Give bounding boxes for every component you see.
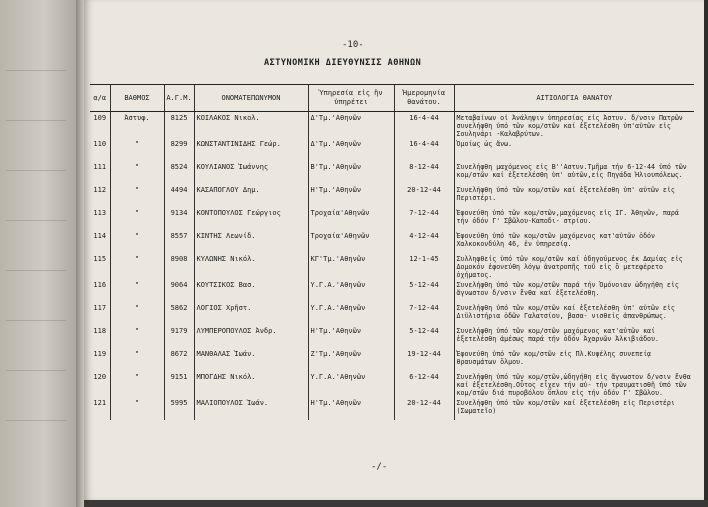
cell-num: 110 bbox=[93, 140, 107, 148]
cell-service: Η'Τμ.'Αθηνῶν bbox=[308, 397, 394, 420]
table-row bbox=[90, 253, 694, 279]
cell-name: ΚΙΝΤΗΣ Λεωνίδ. bbox=[194, 230, 308, 253]
cell-num: 114 bbox=[93, 232, 107, 240]
header-name: ΟΝΟΜΑΤΕΠΩΝΥΜΟΝ bbox=[194, 85, 308, 112]
cell-cause: Συνελήφθη ὑπό τῶν κομ/στῶν καί ἐξετελέσθη ὑπ' αὐτῶν εἰς Διϋλιστήρια ὁδῶν Γαλατσίου, βασα- νισθείς ἀπανθρώπως. bbox=[454, 302, 694, 325]
cell-service: Β'Τμ.'Αθηνῶν bbox=[308, 161, 394, 184]
cell-service: Τροχαία'Αθηνῶν bbox=[308, 230, 394, 253]
cell-num: 119 bbox=[93, 350, 107, 358]
cell-am: 8908 bbox=[164, 253, 194, 279]
table-row bbox=[90, 138, 694, 161]
cell-date: 16-4-44 bbox=[394, 112, 454, 139]
cell-date: 5-12-44 bbox=[394, 279, 454, 302]
cell-name: ΚΥΛΩΝΗΣ Νικόλ. bbox=[194, 253, 308, 279]
cell-service: Υ.Γ.Α.'Αθηνῶν bbox=[308, 302, 394, 325]
cell-cause: Μεταβαίνων οἱ Ἀνάληψιν ὑπηρεσίας εἰς Ἀστυν. δ/νσιν Πατρῶν συνελήφθη ὑπό τῶν κομ/στῶν καί ἐξετελέσθη ὑπ'αὐτῶν εἰς Σουληνάρι -Καλαβρύτων. bbox=[454, 112, 694, 139]
cell-cause: Συλληφθείς ὑπό τῶν κομ/στῶν καί ὁδηγούμενος ἐκ Δαμίας εἰς Δομοκόν ἐφονεύθη λόγῳ ἀνατροπῆς τοῦ εἰς ὃ μετεφέρετο ὀχήματος. bbox=[454, 253, 694, 279]
cell-name: ΚΟΥΤΣΙΚΟΣ Βασ. bbox=[194, 279, 308, 302]
cell-cause: Συνελήφθη ὑπό τῶν κομ/στῶν καί ἐξετελέσθη ὑπ' αὐτῶν εἰς Περιστέρι. bbox=[454, 184, 694, 207]
header-num: α/α bbox=[90, 85, 110, 112]
facing-page bbox=[0, 0, 80, 507]
cell-service: Υ.Γ.Α.'Αθηνῶν bbox=[308, 279, 394, 302]
cell-rank: " bbox=[110, 348, 164, 371]
table-row bbox=[90, 302, 694, 325]
table-row bbox=[90, 207, 694, 230]
cell-cause: Συνελήφθη μαχόμενος εἰς Β''Αστυν.Τμῆμα τήν 6-12-44 ὑπό τῶν κομ/στῶν καί ἐξετελέσθη ὑπ' αὐτῶν,εἰς Πηγάδα Ἡλιουπόλεως. bbox=[454, 161, 694, 184]
header-cause: ΑΙΤΙΟΛΟΓΙΑ ΘΑΝΑΤΟΥ bbox=[454, 85, 694, 112]
page-number: -10- bbox=[342, 40, 364, 50]
cell-rank: " bbox=[110, 397, 164, 420]
cell-name: ΛΟΓΙΟΣ Χρῆστ. bbox=[194, 302, 308, 325]
cell-cause: Συνελήφθη ὑπό τῶν κομ/στῶν καί ἐξετελέσθη εἰς Περιστέρι (Σωματεῖο) bbox=[454, 397, 694, 420]
cell-name: ΜΑΝΘΑΛΑΣ Ἰωάν. bbox=[194, 348, 308, 371]
cell-rank: " bbox=[110, 302, 164, 325]
cell-num: 109 bbox=[93, 114, 107, 122]
cell-cause: Ὁμοίως ὡς ἄνω. bbox=[454, 138, 694, 161]
cell-am: 9151 bbox=[164, 371, 194, 397]
cell-num: 118 bbox=[93, 327, 107, 335]
cell-date: 7-12-44 bbox=[394, 302, 454, 325]
table-row bbox=[90, 397, 694, 420]
cell-num: 120 bbox=[93, 373, 107, 381]
cell-rank: " bbox=[110, 184, 164, 207]
cell-date: 16-4-44 bbox=[394, 138, 454, 161]
cell-rank: " bbox=[110, 207, 164, 230]
cell-date: 5-12-44 bbox=[394, 325, 454, 348]
document-page bbox=[84, 0, 704, 500]
cell-rank: " bbox=[110, 279, 164, 302]
cell-am: 5995 bbox=[164, 397, 194, 420]
cell-am: 5862 bbox=[164, 302, 194, 325]
cell-date: 4-12-44 bbox=[394, 230, 454, 253]
cell-date: 7-12-44 bbox=[394, 207, 454, 230]
cell-am: 8557 bbox=[164, 230, 194, 253]
header-date: Ἡμερομηνία θανάτου. bbox=[394, 85, 454, 112]
cell-num: 116 bbox=[93, 281, 107, 289]
casualty-table bbox=[90, 84, 694, 420]
cell-rank: " bbox=[110, 325, 164, 348]
cell-rank: " bbox=[110, 230, 164, 253]
cell-am: 9064 bbox=[164, 279, 194, 302]
continuation-mark: -/- bbox=[371, 462, 388, 472]
header-service: Ὑπηρεσία εἰς ἣν ὑπηρέτει bbox=[308, 85, 394, 112]
cell-name: ΛΥΜΠΕΡΟΠΟΥΛΟΣ Ἀνδρ. bbox=[194, 325, 308, 348]
cell-rank: " bbox=[110, 253, 164, 279]
table-row bbox=[90, 230, 694, 253]
cell-am: 9134 bbox=[164, 207, 194, 230]
cell-rank: Ἀστυφ. bbox=[110, 112, 164, 139]
cell-name: ΚΑΣΑΠΟΓΛΟΥ Δημ. bbox=[194, 184, 308, 207]
cell-service: ΚΓ'Τμ.'Αθηνῶν bbox=[308, 253, 394, 279]
table-header-row bbox=[90, 85, 694, 112]
header-rank: ΒΑΘΜΟΣ bbox=[110, 85, 164, 112]
table-row bbox=[90, 348, 694, 371]
cell-cause: Ἐφονεύθη ὑπό τῶν κομ/στῶν εἰς Πλ.Κυψέλης συνεπείᾳ θραυσμάτων ὅλμου. bbox=[454, 348, 694, 371]
cell-date: 6-12-44 bbox=[394, 371, 454, 397]
cell-service: Ζ'Τμ.'Αθηνῶν bbox=[308, 348, 394, 371]
cell-date: 12-1-45 bbox=[394, 253, 454, 279]
header-am: Α.Γ.Μ. bbox=[164, 85, 194, 112]
background-edge bbox=[84, 500, 708, 507]
cell-cause: Συνελήφθη ὑπό τῶν κομ/στῶν μαχόμενος κατ'αὐτῶν καί ἐξετελέσθη ἀμέσως παρά τήν ὁδόν Ἀχαρνῶν Ἀλκιβιάδου. bbox=[454, 325, 694, 348]
table-row bbox=[90, 112, 694, 139]
cell-am: 4494 bbox=[164, 184, 194, 207]
table-row bbox=[90, 279, 694, 302]
cell-am: 8299 bbox=[164, 138, 194, 161]
cell-service: Υ.Γ.Α.'Αθηνῶν bbox=[308, 371, 394, 397]
cell-cause: Συνελήφθη ὑπό τῶν κομ/στῶν παρά τήν Ὁμόνοιαν ὡδηγήθη εἰς ἄγνωστον δ/νσιν ἔνθα καί ἐξετελέσθη. bbox=[454, 279, 694, 302]
cell-am: 9179 bbox=[164, 325, 194, 348]
cell-date: 8-12-44 bbox=[394, 161, 454, 184]
cell-service: Η'Τμ.'Αθηνῶν bbox=[308, 325, 394, 348]
cell-service: Δ'Τμ.'Αθηνῶν bbox=[308, 138, 394, 161]
cell-cause: Ἐφονεύθη ὑπό τῶν κομ/στῶν,μαχόμενος εἰς ΙΓ. Ἀθηνῶν, παρά τήν ὁδόν Γ' Σβῶλου-Καποδι- στρίου. bbox=[454, 207, 694, 230]
cell-service: Τροχαία'Αθηνῶν bbox=[308, 207, 394, 230]
cell-name: ΜΑΛΙΟΠΟΥΛΟΣ Ἰωάν. bbox=[194, 397, 308, 420]
cell-num: 111 bbox=[93, 163, 107, 171]
cell-am: 8672 bbox=[164, 348, 194, 371]
table-row bbox=[90, 371, 694, 397]
cell-num: 113 bbox=[93, 209, 107, 217]
cell-name: ΚΩΝΣΤΑΝΤΙΝΙΔΗΣ Γεώρ. bbox=[194, 138, 308, 161]
cell-num: 112 bbox=[93, 186, 107, 194]
cell-am: 8524 bbox=[164, 161, 194, 184]
cell-rank: " bbox=[110, 161, 164, 184]
cell-name: ΚΟΥΛΙΑΝΟΣ Ἰωάννης bbox=[194, 161, 308, 184]
cell-date: 20-12-44 bbox=[394, 397, 454, 420]
cell-name: ΜΠΟΓΔΗΣ Νικόλ. bbox=[194, 371, 308, 397]
cell-name: ΚΟΙΛΑΚΟΣ Νικολ. bbox=[194, 112, 308, 139]
cell-am: 8125 bbox=[164, 112, 194, 139]
cell-rank: " bbox=[110, 371, 164, 397]
table-row bbox=[90, 325, 694, 348]
cell-rank: " bbox=[110, 138, 164, 161]
cell-name: ΚΟΝΤΟΠΟΥΛΟΣ Γεώργιος bbox=[194, 207, 308, 230]
cell-service: Δ'Τμ.'Αθηνῶν bbox=[308, 112, 394, 139]
cell-num: 121 bbox=[93, 399, 107, 407]
cell-num: 117 bbox=[93, 304, 107, 312]
cell-service: Η'Τμ.'Αθηνῶν bbox=[308, 184, 394, 207]
cell-num: 115 bbox=[93, 255, 107, 263]
table-row bbox=[90, 184, 694, 207]
cell-cause: Συνελήφθη ὑπό τῶν κομ/στῶν,ὡδηγήθη εἰς ἄγνωστον δ/νσιν ἔνθα καί ἐξετελέσθη.Οὗτος εἶχεν τήν αὐ- τήν τραυματισθῆ ὑπό τῶν κομ/στῶν διά πυροβόλου ὅπλου εἰς τήν ὁδόν Γ' Σβῶλου. bbox=[454, 371, 694, 397]
cell-cause: Ἐφονεύθη ὑπό τῶν κομ/στῶν μαχόμενος κατ'αὐτῶν ὁδόν Χαλκοκονδύλη 46, ἐν ὑπηρεσίᾳ. bbox=[454, 230, 694, 253]
cell-date: 19-12-44 bbox=[394, 348, 454, 371]
cell-date: 20-12-44 bbox=[394, 184, 454, 207]
table-row bbox=[90, 161, 694, 184]
page-title: ΑΣΤΥΝΟΜΙΚΗ ΔΙΕΥΘΥΝΣΙΣ ΑΘΗΝΩΝ bbox=[264, 58, 422, 68]
